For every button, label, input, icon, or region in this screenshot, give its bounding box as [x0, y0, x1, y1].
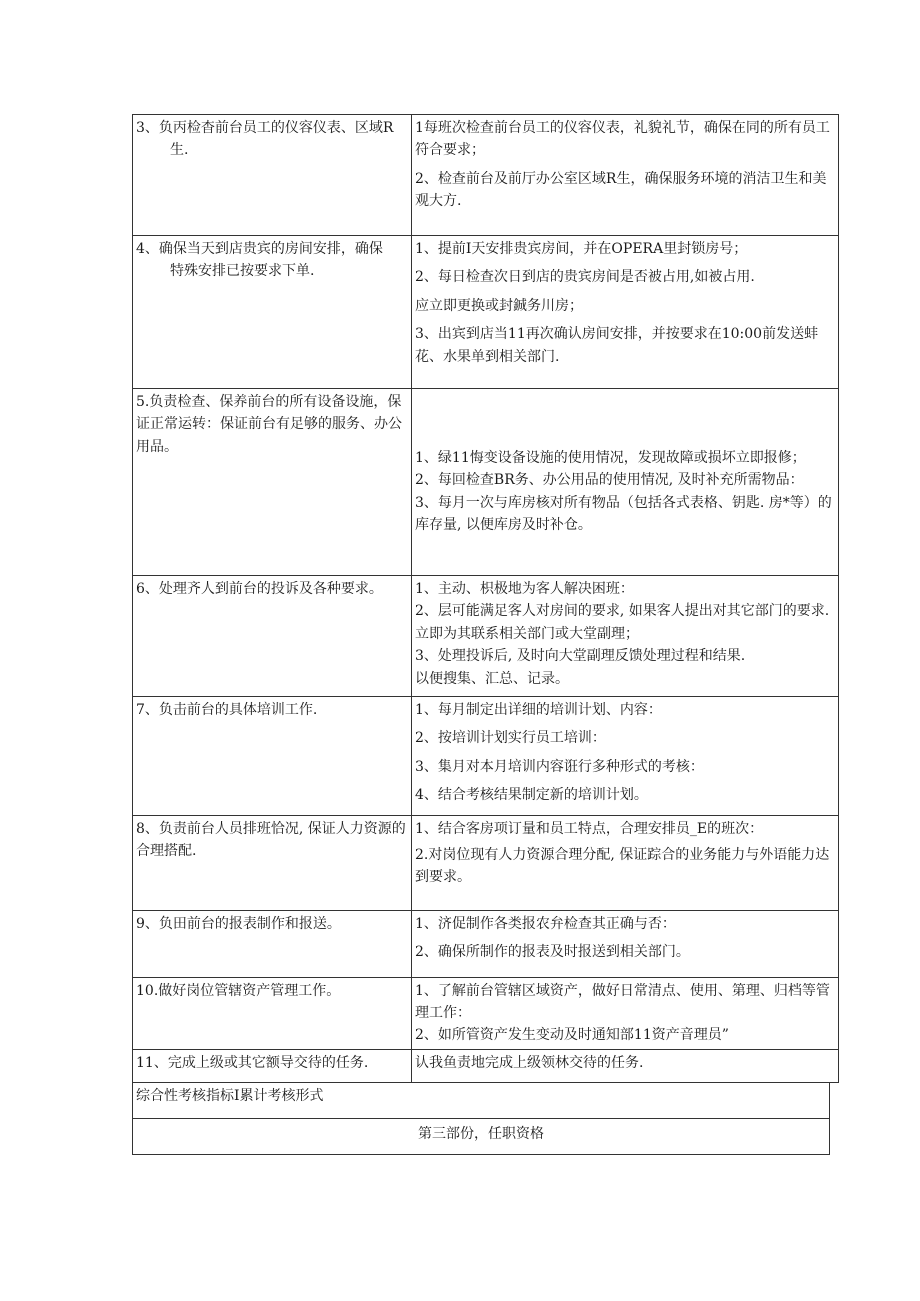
duty-cell — [133, 389, 412, 576]
duty-cell — [133, 815, 412, 910]
summary-label: 综合性考核指标I累计考核形式 — [136, 1087, 324, 1104]
step-text: 1、了解前台管辖区域资产，做好日常清点、使用、第理、归档等管理工作： — [415, 982, 830, 1021]
duty-cell — [133, 576, 412, 697]
table-row — [133, 910, 839, 977]
step-text: 应立即更换或封鋮务川房； — [415, 297, 583, 314]
steps-cell — [412, 1049, 839, 1082]
step-text: 2、检查前台及前厅办公室区域R生，确保服务环境的消洁卫生和美观大方. — [415, 170, 827, 210]
step-text: 1、济促制作各类报农弁检查其正确与否： — [415, 915, 676, 932]
step-text: 2、如所管资产发生变动及时通知部11资产音理员” — [415, 1027, 729, 1044]
step-text: 1、结合客房项订量和员工特点，合理安排员_E的班次： — [415, 820, 764, 837]
duty-cell — [133, 977, 412, 1049]
step-text: 1、主动、枳极地为客人解决困班： — [415, 581, 634, 597]
duty-cell — [133, 697, 412, 816]
step-text: 4、结合考核结果制定新的培训计划。 — [415, 787, 648, 804]
duty-table — [132, 114, 839, 1083]
table-row — [133, 236, 839, 389]
steps-cell — [412, 815, 839, 910]
step-text: 2、确保所制作的报表及时报送到相关部门。 — [415, 943, 690, 960]
table-row — [133, 977, 839, 1049]
table-row — [133, 815, 839, 910]
duty-text: 4、确保当天到店贵宾的房间安排，确保 — [136, 241, 383, 257]
step-text: 3、出宾到店当11再次确认房间安排，并按要求在10:00前发送蚌花、水果单到相关部门. — [415, 326, 819, 365]
duty-cell — [133, 236, 412, 389]
duty-text: 6、处理齐人到前台的投诉及各种要求。 — [136, 581, 383, 597]
step-text: 1每班次检查前台员工的仪容仪表，礼貌礼节，确保在同的所有员工符合要求； — [415, 120, 830, 159]
duty-text: 3、负丙检杳前台员工的仪容仪表、区域R — [136, 120, 394, 136]
step-text: 1、每月制定出详细的培训计划、内容： — [415, 702, 662, 718]
summary-row — [132, 1083, 830, 1119]
duty-text: 11、完成上级或其它额导交待的任务. — [136, 1054, 369, 1071]
steps-cell — [412, 115, 839, 236]
duty-text: 特殊安排已按要求下单. — [170, 263, 315, 280]
duty-text: 7、负击前台的具体培训工作. — [136, 702, 318, 718]
step-text: 2、层可能满足客人对房间的要求, 如果客人提出对其它部门的要求. 立即为其联系相关部门或大堂副理； — [415, 603, 830, 642]
section-header — [132, 1119, 830, 1155]
step-text: 3、每月一次与库房核对所有物品（包括各式表格、钥匙. 房*等）的库存量, 以便库房及时补仓。 — [415, 494, 832, 534]
cell-spacer — [415, 391, 835, 447]
table-row — [133, 115, 839, 236]
duty-cell — [133, 1049, 412, 1082]
steps-cell — [412, 236, 839, 389]
steps-cell — [412, 977, 839, 1049]
table-row — [133, 1049, 839, 1082]
duty-text: 5.负责检查、保养前台的所有设备设施，保证正常运转：保证前台有足够的服务、办公用品。 — [136, 394, 402, 455]
step-text: 3、集月对本月培训内容诳行多种形式的考核： — [415, 758, 704, 775]
duty-text: 9、负田前台的报表制作和报送。 — [136, 915, 341, 932]
step-text: 2.对岗位现有人力资源合理分配, 保证踪合的业务能力与外语能力达到要求。 — [415, 846, 830, 886]
duty-cell — [133, 910, 412, 977]
duty-text: 8、负责前台人员排班恰况, 保证人力资源的合理搭配. — [136, 820, 406, 859]
step-text: 2、每回检查BR务、办公用品的使用情况, 及时补充所需物品： — [415, 472, 804, 489]
step-text: 1、绿11悔变设备设施的使用情况，发现故障或损坏立即报修； — [415, 450, 806, 466]
steps-cell — [412, 576, 839, 697]
step-text: 2、按培训计划实行员工培训： — [415, 730, 606, 747]
table-row — [133, 576, 839, 697]
steps-cell — [412, 389, 839, 576]
section-title: 第三部份，任职资格 — [418, 1125, 544, 1142]
steps-cell — [412, 697, 839, 816]
step-text: 3、处理投诉后, 及时向大堂副理反馈处理过程和结果. — [415, 648, 746, 665]
duty-text: 生. — [170, 142, 189, 159]
step-text: 以便搜集、汇总、记录。 — [415, 670, 569, 687]
table-row — [133, 389, 839, 576]
step-text: 认我鱼责地完成上级领林交待的任务. — [415, 1054, 644, 1071]
job-description-sheet — [132, 114, 830, 1155]
table-row — [133, 697, 839, 816]
step-text: 2、每日检查次日到店的贵宾房间是否被占用,如被占用. — [415, 269, 755, 286]
step-text: 1、提前I天安排贵宾房间，并在OPERA里封锁房号； — [415, 241, 748, 257]
steps-cell — [412, 910, 839, 977]
duty-cell — [133, 115, 412, 236]
duty-text: 10.做好岗位管辖资产管理工作。 — [136, 982, 341, 999]
